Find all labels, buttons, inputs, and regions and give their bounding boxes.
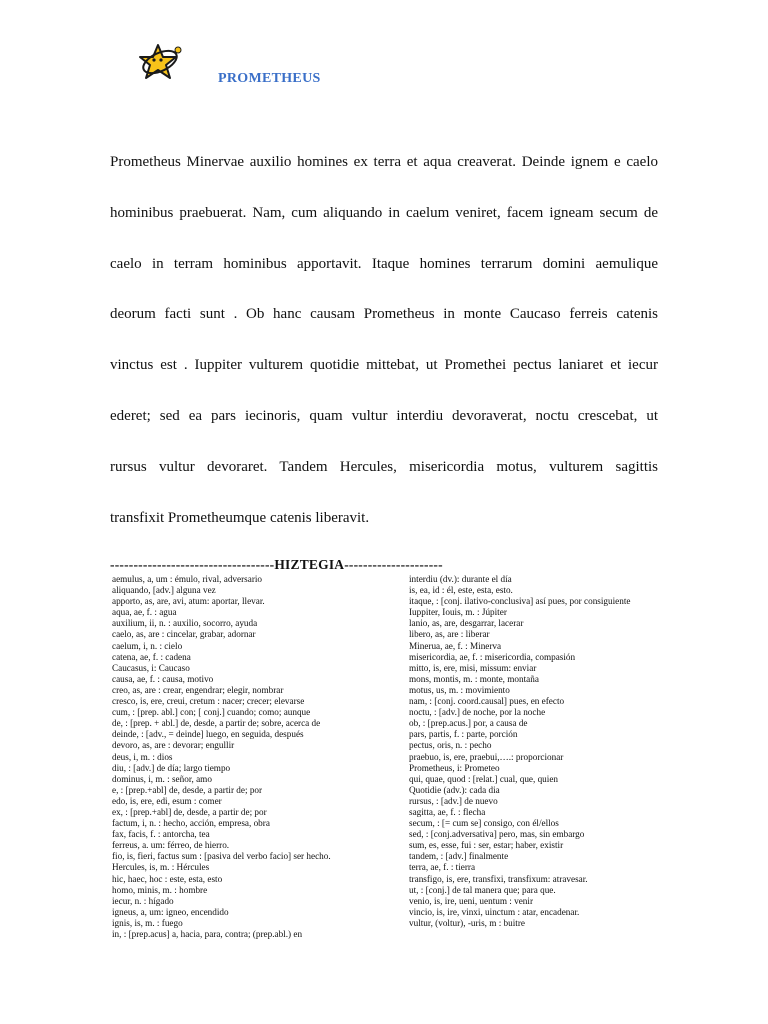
glossary-entry: apporto, as, are, avi, atum: aportar, llevar. (112, 596, 265, 607)
glossary-entry: Hercules, is, m. : Hércules (112, 862, 210, 873)
glossary-entry: deinde, : [adv., = deinde] luego, en seguida, después (112, 729, 304, 740)
paragraph-line: rursus vultur devoraret. Tandem Hercules, misericordia motus, vulturem sagittis (110, 458, 658, 475)
glossary-entry: is, ea, id : él, este, esta, esto. (409, 585, 513, 596)
glossary-entry: factum, i, n. : hecho, acción, empresa, obra (112, 818, 270, 829)
glossary-entry: e, : [prep.+abl] de, desde, a partir de; por (112, 784, 263, 795)
glossary-entry: interdiu (dv.): durante el día (409, 574, 512, 584)
glossary-entry: Quotidie (adv.): cada dia (409, 784, 500, 795)
glossary-entry: ignis, is, m. : fuego (112, 917, 183, 928)
glossary-entry: aemulus, a, um : émulo, rival, adversario (112, 574, 263, 584)
glossary-entry: auxilium, ii, n. : auxilio, socorro, ayuda (112, 618, 258, 629)
glossary-entry: catena, ae, f. : cadena (112, 651, 191, 662)
glossary-entry: ut, : [conj.] de tal manera que; para que. (409, 884, 556, 895)
glossary-entry: deus, i, m. : dios (112, 751, 173, 762)
glossary-entry: caelo, as, are : cincelar, grabar, adornar (112, 629, 256, 640)
glossary-right-column (409, 574, 630, 929)
glossary-entry: pectus, oris, n. : pecho (409, 740, 492, 751)
paragraph-line: ederet; sed ea pars iecinoris, quam vultur interdiu devoraverat, noctu crescebat, ut (110, 407, 658, 424)
glossary-entry: hic, haec, hoc : este, esta, esto (112, 873, 223, 884)
glossary-entry: causa, ae, f. : causa, motivo (112, 673, 214, 684)
glossary-entry: pars, partis, f. : parte, porción (409, 729, 518, 740)
glossary-entry: devoro, as, are : devorar; engullir (112, 740, 235, 751)
glossary-entry: terra, ae, f. : tierra (409, 862, 476, 873)
glossary-entry: Prometheus, i: Prometeo (409, 762, 500, 773)
glossary-entry: libero, as, are : liberar (409, 629, 490, 640)
paragraph-line: Prometheus Minervae auxilio homines ex terra et aqua creaverat. Deinde ignem e caelo (110, 154, 658, 170)
glossary-entry: homo, minis, m. : hombre (112, 884, 208, 895)
glossary-left-column (112, 574, 331, 940)
glossary-entry: secum, : [= cum se] consigo, con él/ellos (409, 818, 559, 829)
glossary-entry: tandem, : [adv.] finalmente (409, 851, 509, 862)
glossary-entry: ex, : [prep.+abl] de, desde, a partir de; por (112, 806, 267, 817)
glossary-entry: aliquando, [adv.] alguna vez (112, 585, 216, 596)
glossary-entry: praebuo, is, ere, praebui,….: proporcionar (409, 751, 564, 762)
glossary-entry: noctu, : [adv.] de noche, por la noche (409, 707, 546, 718)
glossary-entry: venio, is, ire, ueni, uentum : venir (409, 895, 534, 906)
glossary-entry: ferreus, a. um: férreo, de hierro. (112, 840, 230, 851)
glossary-entry: de, : [prep. + abl.] de, desde, a partir de; sobre, acerca de (112, 718, 321, 729)
glossary-entry: mitto, is, ere, misi, missum: enviar (409, 662, 537, 673)
glossary-entry: mons, montis, m. : monte, montaña (409, 673, 539, 684)
glossary-entry: cum, : [prep. abl.] con; [ conj.] cuando; como; aunque (112, 707, 311, 718)
glossary-entry: aqua, ae, f. : agua (112, 607, 177, 618)
paragraph-line: transfixit Prometheumque catenis liberavit. (110, 509, 370, 526)
paragraph-line: deorum facti sunt . Ob hanc causam Prometheus in monte Caucaso ferreis catenis (110, 306, 658, 323)
glossary-entry: nam, : [conj. coord.causal] pues, en efecto (409, 696, 565, 707)
glossary-entry: vultur, (voltur), -uris, m : buitre (409, 917, 525, 928)
glossary-entry: edo, is, ere, edi, esum : comer (112, 795, 222, 806)
glossary-entry: Caucasus, i: Caucaso (112, 662, 190, 673)
glossary-entry: qui, quae, quod : [relat.] cual, que, quien (409, 773, 558, 784)
glossary-entry: sum, es, esse, fui : ser, estar; haber, existir (409, 840, 564, 851)
glossary-entry: fio, is, fieri, factus sum : [pasiva del verbo facio] ser hecho. (112, 851, 331, 862)
page-title: PROMETHEUS (218, 71, 321, 86)
glossary-entry: Minerua, ae, f. : Minerva (409, 640, 502, 651)
glossary-entry: creo, as, are : crear, engendrar; elegir, nombrar (112, 684, 284, 695)
glossary-entry: Iuppiter, Iouis, m. : Júpiter (409, 607, 507, 618)
star-logo-icon (138, 42, 186, 86)
glossary-entry: ob, : [prep.acus.] por, a causa de (409, 718, 528, 729)
glossary-entry: lanio, as, are, desgarrar, lacerar (409, 618, 524, 629)
glossary-entry: cresco, is, ere, creui, cretum : nacer; crecer; elevarse (112, 696, 305, 707)
glossary-entry: igneus, a, um: igneo, encendido (112, 906, 229, 917)
glossary-entry: transfigo, is, ere, transfixi, transfixum: atravesar. (409, 873, 588, 884)
glossary-entry: itaque, : [conj. ilativo-conclusiva] así pues, por consiguiente (409, 596, 631, 607)
glossary-heading: -----------------------------------HIZTEGIA--------------------- (110, 557, 443, 572)
glossary-entry: fax, facis, f. : antorcha, tea (112, 829, 210, 840)
glossary-entry: sagitta, ae, f. : flecha (409, 806, 486, 817)
glossary-entry: vincio, is, ire, vinxi, uinctum : atar, encadenar. (409, 906, 580, 917)
glossary-entry: motus, us, m. : movimiento (409, 684, 510, 695)
glossary-entry: caelum, i, n. : cielo (112, 640, 183, 651)
paragraph-line: caelo in terram hominibus apportavit. Itaque homines terrarum domini aemulique (110, 255, 658, 272)
paragraph-line: vinctus est . Iuppiter vulturem quotidie mittebat, ut Promethei pectus laniaret et iecur (110, 357, 658, 374)
glossary-entry: diu, : [adv.] de día; largo tiempo (112, 762, 231, 773)
glossary-entry: dominus, i, m. : señor, amo (112, 773, 212, 784)
glossary-entry: rursus, : [adv.] de nuevo (409, 795, 498, 806)
glossary-entry: in, : [prep.acus] a, hacia, para, contra; (prep.abl.) en (112, 929, 303, 939)
paragraph-line: hominibus praebuerat. Nam, cum aliquando in caelum veniret, facem igneam secum de (110, 204, 658, 221)
glossary-entry: sed, : [conj.adversativa] pero, mas, sin embargo (409, 829, 585, 840)
glossary-entry: iecur, n. : hígado (112, 895, 174, 906)
glossary-entry: misericordia, ae, f. : misericordia, compasión (409, 651, 576, 662)
story-paragraph (110, 151, 658, 557)
